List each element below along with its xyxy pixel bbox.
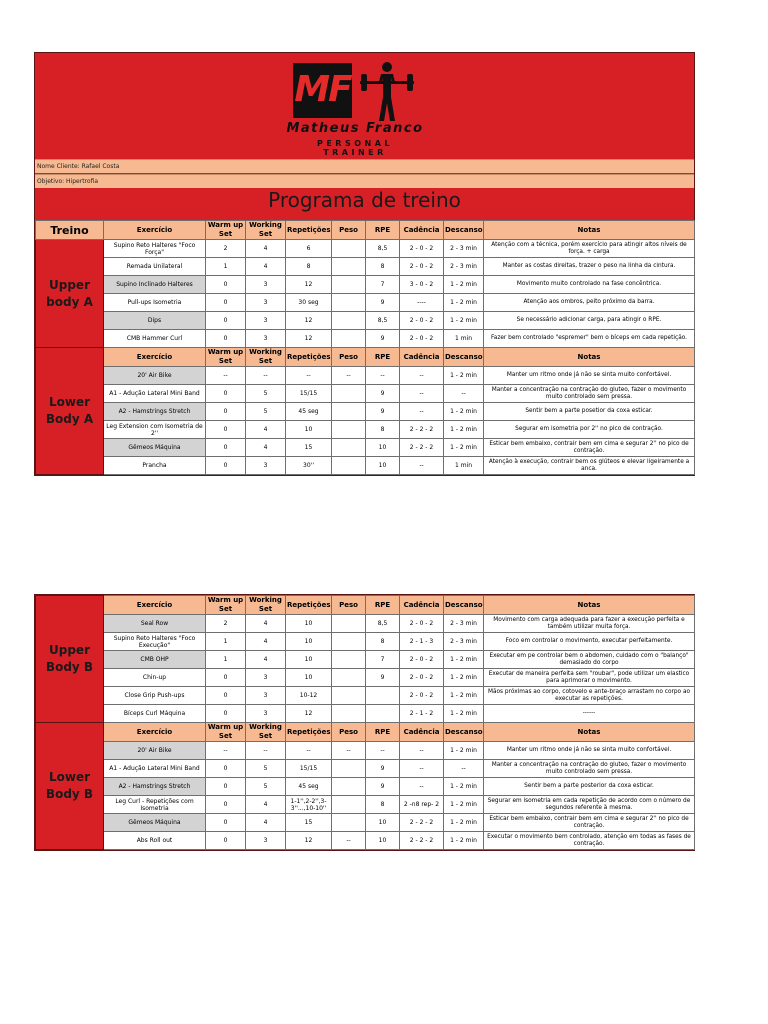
cell-notes: Esticar bem embaixo, contrair bem em cima e segurar 2'' no pico de contração. [484,814,695,832]
cell-working-set: 5 [246,778,286,796]
cell-weight [332,687,366,705]
cell-warm-up-set: 0 [206,814,246,832]
table-row [36,742,695,760]
cell-notes: Movimento com carga adequada para fazer a execução perfeita e também utilizar muita força. [484,615,695,633]
table-row [36,687,695,705]
cell-notes: Fazer bem controlado "espremer" bem o bíceps em cada repetição. [484,330,695,348]
cell-warm-up-set: 0 [206,760,246,778]
column-header-warm-up-set: Warm up Set [206,348,246,367]
cell-working-set: 4 [246,258,286,276]
cell-cadence: -- [400,742,444,760]
column-header-exercise: Exercício [104,348,206,367]
column-header-notes: Notas [484,348,695,367]
cell-notes: Executar em pe controlar bem o abdomen, cuidado com o "balanço" demasiado do corpo [484,651,695,669]
cell-cadence: -- [400,385,444,403]
cell-exercise: Close Grip Push-ups [104,687,206,705]
cell-rpe [366,687,400,705]
column-header-repetitions: Repetições [286,221,332,240]
cell-weight [332,240,366,258]
cell-exercise: Dips [104,312,206,330]
cell-cadence: 2 - 1 - 3 [400,633,444,651]
cell-weight [332,760,366,778]
cell-cadence: ---- [400,294,444,312]
cell-exercise: Bíceps Curl Máquina [104,705,206,723]
cell-notes: Atenção à execução, contrair bem os glúteos e elevar ligeiramente a anca. [484,457,695,475]
cell-rest: 2 - 3 min [444,615,484,633]
cell-repetitions: 1-1'',2-2'',3-3''...,10-10'' [286,796,332,814]
cell-cadence: 2 - 0 - 2 [400,240,444,258]
column-header-rest: Descanso [444,348,484,367]
cell-notes: Sentir bem a parte posetior da coxa esticar. [484,403,695,421]
cell-notes: Executar de maneira perfeita sem "roubar", pode utilizar um elastico para aprimorar o movimento. [484,669,695,687]
block-label: Upper body A [36,240,104,348]
cell-exercise: Supino Inclinado Halteres [104,276,206,294]
cell-rest: 1 - 2 min [444,439,484,457]
cell-notes: Manter um ritmo onde já não se sinta muito confortável. [484,367,695,385]
cell-working-set: 3 [246,312,286,330]
table-row [36,276,695,294]
cell-cadence: 2 - 2 - 2 [400,439,444,457]
cell-notes: Segurar em isometria em cada repetição de acordo com o número de segundos referente à mesma. [484,796,695,814]
cell-working-set: 3 [246,294,286,312]
cell-working-set: 4 [246,439,286,457]
cell-weight [332,421,366,439]
cell-repetitions: 10-12 [286,687,332,705]
cell-rest: -- [444,760,484,778]
cell-exercise: Prancha [104,457,206,475]
column-header-warm-up-set: Warm up Set [206,221,246,240]
cell-weight [332,457,366,475]
cell-weight [332,651,366,669]
cell-rpe: 9 [366,760,400,778]
cell-notes: Atenção com a técnica, porém exercício para atingir altos níveis de força. + carga [484,240,695,258]
column-header-rest: Descanso [444,596,484,615]
column-header-rpe: RPE [366,723,400,742]
cell-notes: Atenção aos ombros, peito próximo da barra. [484,294,695,312]
cell-weight [332,669,366,687]
cell-rpe: 8 [366,258,400,276]
table-row [36,778,695,796]
weightlifter-icon [357,61,417,123]
cell-repetitions: 12 [286,276,332,294]
cell-exercise: Gêmeos Máquina [104,439,206,457]
table-row [36,760,695,778]
cell-repetitions: 10 [286,633,332,651]
cell-notes: Manter a concentração na contração do gluteo, fazer o movimento muito controlado sem pressa. [484,385,695,403]
column-header-repetitions: Repetições [286,596,332,615]
cell-exercise: Seal Row [104,615,206,633]
objective: Objetivo: Hipertrofia [35,174,694,188]
cell-rpe: 9 [366,669,400,687]
cell-working-set: 4 [246,421,286,439]
cell-repetitions: 30'' [286,457,332,475]
cell-notes: Manter um ritmo onde já não se sinta muito confortável. [484,742,695,760]
table-row [36,814,695,832]
cell-repetitions: 15/15 [286,760,332,778]
cell-working-set: 4 [246,240,286,258]
cell-warm-up-set: 2 [206,615,246,633]
cell-exercise: Abs Roll out [104,832,206,850]
cell-rest: 1 min [444,457,484,475]
column-header-cadence: Cadência [400,596,444,615]
block-label: Lower Body A [36,348,104,475]
workout-table-1 [35,220,695,475]
cell-working-set: 4 [246,651,286,669]
cell-cadence: 2 - 2 - 2 [400,814,444,832]
program-title: Programa de treino [35,188,694,220]
table-row [36,240,695,258]
cell-weight [332,385,366,403]
cell-cadence: 2 - 0 - 2 [400,687,444,705]
cell-warm-up-set: 0 [206,669,246,687]
cell-rpe: 10 [366,832,400,850]
header-row [36,596,695,615]
cell-exercise: Supino Reto Halteres "Foco Execução" [104,633,206,651]
header-row [36,221,695,240]
cell-repetitions: 15 [286,814,332,832]
cell-working-set: 3 [246,832,286,850]
cell-rest: 1 - 2 min [444,814,484,832]
cell-rpe: 9 [366,330,400,348]
cell-notes: Esticar bem embaixo, contrair bem em cima e segurar 2'' no pico de contração. [484,439,695,457]
cell-rest: 1 - 2 min [444,796,484,814]
cell-rest: 2 - 3 min [444,633,484,651]
cell-weight: -- [332,367,366,385]
client-name: Nome Cliente: Rafael Costa [35,159,694,173]
cell-working-set: 3 [246,669,286,687]
table-row [36,705,695,723]
cell-exercise: Remada Unilateral [104,258,206,276]
table-row [36,633,695,651]
logo-mf-text: MF [294,69,351,110]
cell-warm-up-set: 1 [206,258,246,276]
cell-cadence: 2 - 0 - 2 [400,312,444,330]
cell-notes: Mãos próximas ao corpo, cotovelo e ante-braço arrastam no corpo ao executar as repetições. [484,687,695,705]
cell-working-set: -- [246,742,286,760]
cell-rpe [366,705,400,723]
table-row [36,832,695,850]
cell-working-set: -- [246,367,286,385]
cell-repetitions: 45 seg [286,403,332,421]
cell-warm-up-set: 0 [206,457,246,475]
cell-notes: Se necessário adicionar carga, para atingir o RPE. [484,312,695,330]
cell-rest: 1 - 2 min [444,276,484,294]
cell-repetitions: 15 [286,439,332,457]
column-header-working-set: Working Set [246,348,286,367]
cell-rpe: 9 [366,778,400,796]
cell-rpe: 9 [366,385,400,403]
cell-warm-up-set: 0 [206,312,246,330]
cell-cadence: 2 - 0 - 2 [400,258,444,276]
cell-exercise: 20' Air Bike [104,742,206,760]
cell-notes: Foco em controlar o movimento, executar perfeitamente. [484,633,695,651]
cell-rpe: -- [366,367,400,385]
column-header-exercise: Exercício [104,221,206,240]
cell-repetitions: -- [286,742,332,760]
cell-rest: 2 - 3 min [444,240,484,258]
cell-repetitions: -- [286,367,332,385]
cell-working-set: 5 [246,760,286,778]
cell-cadence: -- [400,403,444,421]
column-header-weight: Peso [332,348,366,367]
cell-rest: 2 - 3 min [444,258,484,276]
table-row [36,367,695,385]
cell-cadence: 3 - 0 - 2 [400,276,444,294]
cell-weight [332,814,366,832]
cell-exercise: Supino Reto Halteres "Foco Força" [104,240,206,258]
cell-rpe: -- [366,742,400,760]
cell-cadence: -- [400,778,444,796]
cell-working-set: 3 [246,330,286,348]
cell-repetitions: 12 [286,832,332,850]
cell-notes: Sentir bem a parte posterior da coxa esticar. [484,778,695,796]
column-header-repetitions: Repetições [286,723,332,742]
brand-name: Matheus Franco [286,121,424,136]
cell-weight [332,312,366,330]
cell-repetitions: 10 [286,615,332,633]
cell-rest: 1 - 2 min [444,778,484,796]
column-header-working-set: Working Set [246,723,286,742]
cell-rest: -- [444,385,484,403]
cell-exercise: 20' Air Bike [104,367,206,385]
cell-notes: Movimento muito controlado na fase concêntrica. [484,276,695,294]
cell-rpe: 8,5 [366,312,400,330]
cell-notes: Manter a concentração na contração do gluteo, fazer o movimento muito controlado sem pressa. [484,760,695,778]
cell-rest: 1 - 2 min [444,312,484,330]
cell-rest: 1 - 2 min [444,669,484,687]
column-header-rpe: RPE [366,221,400,240]
cell-rpe: 10 [366,439,400,457]
cell-weight [332,294,366,312]
cell-warm-up-set: 0 [206,330,246,348]
cell-exercise: A1 - Adução Lateral Mini Band [104,760,206,778]
cell-repetitions: 15/15 [286,385,332,403]
brand-subtitle: PERSONAL TRAINER [316,139,394,157]
column-header-exercise: Exercício [104,723,206,742]
cell-cadence: 2 - 2 - 2 [400,832,444,850]
cell-rest: 1 min [444,330,484,348]
column-header-warm-up-set: Warm up Set [206,723,246,742]
cell-rest: 1 - 2 min [444,832,484,850]
cell-cadence: -- [400,367,444,385]
table-row [36,312,695,330]
cell-rest: 1 - 2 min [444,742,484,760]
cell-rest: 1 - 2 min [444,651,484,669]
table-row [36,258,695,276]
cell-weight [332,439,366,457]
cell-weight: -- [332,832,366,850]
column-header-repetitions: Repetições [286,348,332,367]
table-row [36,669,695,687]
cell-exercise: A2 - Hamstrings Stretch [104,778,206,796]
cell-repetitions: 10 [286,421,332,439]
cell-working-set: 5 [246,385,286,403]
cell-warm-up-set: -- [206,742,246,760]
cell-warm-up-set: 0 [206,778,246,796]
cell-rest: 1 - 2 min [444,367,484,385]
cell-weight [332,705,366,723]
cell-rest: 1 - 2 min [444,294,484,312]
header-row [36,348,695,367]
column-header-warm-up-set: Warm up Set [206,596,246,615]
cell-notes: Manter as costas direitas, trazer o peso na linha da cintura. [484,258,695,276]
cell-cadence: 2 - 0 - 2 [400,615,444,633]
table-row [36,385,695,403]
cell-repetitions: 6 [286,240,332,258]
cell-working-set: 3 [246,705,286,723]
program-sheet-2 [34,594,695,851]
cell-rpe: 8,5 [366,240,400,258]
cell-rest: 1 - 2 min [444,705,484,723]
table-row [36,457,695,475]
cell-exercise: Pull-ups Isometria [104,294,206,312]
cell-cadence: 2 - 0 - 2 [400,651,444,669]
cell-cadence: 2 - 0 - 2 [400,330,444,348]
cell-repetitions: 45 seg [286,778,332,796]
cell-rest: 1 - 2 min [444,403,484,421]
column-header-cadence: Cadência [400,723,444,742]
cell-repetitions: 30 seg [286,294,332,312]
cell-cadence: 2 -n8 rep- 2 [400,796,444,814]
cell-weight [332,276,366,294]
cell-weight [332,778,366,796]
cell-rpe: 7 [366,651,400,669]
cell-repetitions: 10 [286,669,332,687]
cell-warm-up-set: 0 [206,705,246,723]
cell-cadence: 2 - 1 - 2 [400,705,444,723]
cell-warm-up-set: 0 [206,832,246,850]
cell-warm-up-set: -- [206,367,246,385]
cell-exercise: Gêmeos Máquina [104,814,206,832]
cell-weight [332,258,366,276]
column-header-rest: Descanso [444,723,484,742]
column-header-rpe: RPE [366,348,400,367]
cell-working-set: 4 [246,796,286,814]
cell-repetitions: 12 [286,705,332,723]
cell-rpe: 10 [366,457,400,475]
cell-notes: Executar o movimento bem controlado, atenção em todas as fases de contração. [484,832,695,850]
cell-cadence: -- [400,457,444,475]
table-row [36,439,695,457]
column-header-working-set: Working Set [246,596,286,615]
column-header-rpe: RPE [366,596,400,615]
cell-warm-up-set: 0 [206,421,246,439]
cell-warm-up-set: 0 [206,687,246,705]
column-header-weight: Peso [332,723,366,742]
column-header-treino: Treino [36,221,104,240]
cell-rpe: 9 [366,403,400,421]
cell-rpe: 8 [366,633,400,651]
cell-rest: 1 - 2 min [444,687,484,705]
column-header-notes: Notas [484,221,695,240]
cell-weight [332,403,366,421]
table-row [36,421,695,439]
table-row [36,796,695,814]
column-header-weight: Peso [332,596,366,615]
program-sheet-1 [34,52,695,476]
cell-weight [332,330,366,348]
cell-weight [332,796,366,814]
table-row [36,294,695,312]
workout-table-2 [35,595,695,850]
header-row [36,723,695,742]
column-header-cadence: Cadência [400,348,444,367]
cell-cadence: 2 - 2 - 2 [400,421,444,439]
cell-weight [332,615,366,633]
block-label: Upper Body B [36,596,104,723]
column-header-weight: Peso [332,221,366,240]
table-row [36,403,695,421]
column-header-cadence: Cadência [400,221,444,240]
cell-exercise: A2 - Hamstrings Stretch [104,403,206,421]
cell-repetitions: 12 [286,330,332,348]
cell-warm-up-set: 1 [206,633,246,651]
cell-weight: -- [332,742,366,760]
table-row [36,330,695,348]
cell-warm-up-set: 0 [206,294,246,312]
cell-rpe: 8 [366,796,400,814]
cell-exercise: Chin-up [104,669,206,687]
cell-exercise: CMB OHP [104,651,206,669]
cell-notes: ------ [484,705,695,723]
cell-repetitions: 8 [286,258,332,276]
logo-banner [35,53,694,159]
block-label: Lower Body B [36,723,104,850]
cell-warm-up-set: 0 [206,403,246,421]
table-row [36,615,695,633]
cell-exercise: Leg Curl - Repetições com Isometria [104,796,206,814]
cell-working-set: 4 [246,633,286,651]
cell-working-set: 4 [246,814,286,832]
cell-rpe: 8,5 [366,615,400,633]
cell-rest: 1 - 2 min [444,421,484,439]
cell-warm-up-set: 0 [206,276,246,294]
cell-working-set: 3 [246,457,286,475]
cell-weight [332,633,366,651]
cell-cadence: 2 - 0 - 2 [400,669,444,687]
cell-warm-up-set: 0 [206,796,246,814]
column-header-notes: Notas [484,723,695,742]
cell-repetitions: 12 [286,312,332,330]
cell-working-set: 3 [246,687,286,705]
cell-warm-up-set: 0 [206,439,246,457]
cell-working-set: 4 [246,615,286,633]
cell-rpe: 8 [366,421,400,439]
column-header-exercise: Exercício [104,596,206,615]
cell-repetitions: 10 [286,651,332,669]
column-header-notes: Notas [484,596,695,615]
cell-cadence: -- [400,760,444,778]
cell-rpe: 9 [366,294,400,312]
column-header-working-set: Working Set [246,221,286,240]
cell-exercise: A1 - Adução Lateral Mini Band [104,385,206,403]
cell-notes: Segurar em isometria por 2'' no pico de contração. [484,421,695,439]
cell-warm-up-set: 1 [206,651,246,669]
cell-warm-up-set: 2 [206,240,246,258]
column-header-rest: Descanso [444,221,484,240]
cell-rpe: 7 [366,276,400,294]
cell-exercise: CMB Hammer Curl [104,330,206,348]
table-row [36,651,695,669]
cell-warm-up-set: 0 [206,385,246,403]
cell-working-set: 5 [246,403,286,421]
cell-exercise: Leg Extension com Isometria de 2'' [104,421,206,439]
cell-working-set: 3 [246,276,286,294]
cell-rpe: 10 [366,814,400,832]
